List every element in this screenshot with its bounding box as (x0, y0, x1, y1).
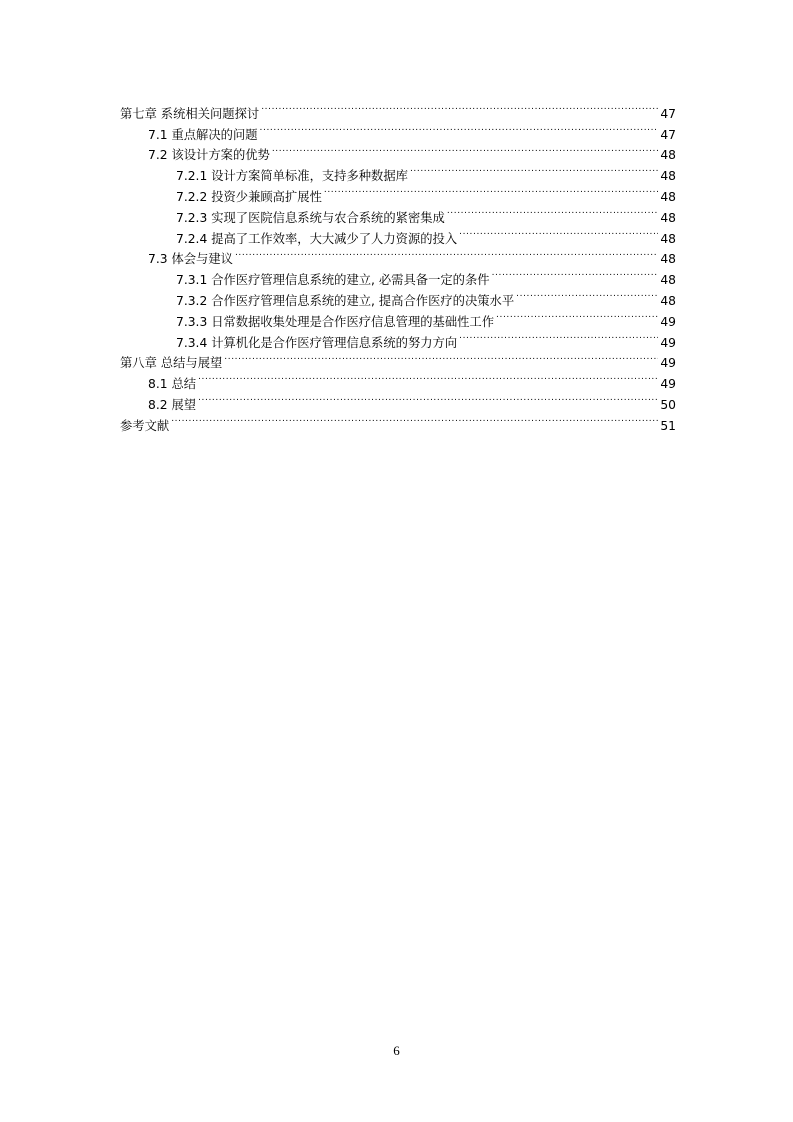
toc-entry-title: 参考文献 (120, 418, 170, 433)
toc-entry-title: 7.3 体会与建议 (148, 252, 233, 267)
toc-entry-title: 7.3.3 日常数据收集处理是合作医疗信息管理的基础性工作 (176, 314, 495, 329)
toc-dot-leader (235, 243, 658, 264)
toc-entry-title: 7.3.2 合作医疗管理信息系统的建立, 提高合作医疗的决策水平 (176, 293, 515, 308)
toc-entry-page: 47 (660, 127, 676, 142)
toc-dot-leader (198, 388, 658, 409)
toc-dot-leader (447, 201, 659, 222)
toc-entry-page: 48 (660, 148, 676, 163)
toc-entry-title: 7.2.4 提高了工作效率，大大减少了人力资源的投入 (176, 231, 458, 246)
toc-entry-page: 50 (660, 397, 676, 412)
toc-entry-title: 8.1 总结 (148, 377, 197, 392)
toc-entry-title: 第八章 总结与展望 (120, 356, 223, 371)
toc-dot-leader (261, 97, 658, 118)
toc-entry-page: 48 (660, 273, 676, 288)
toc-dot-leader (496, 305, 658, 326)
toc-entry-title: 7.2.3 实现了医院信息系统与农合系统的紧密集成 (176, 210, 445, 225)
toc-entry-8-2[interactable] (120, 388, 676, 412)
toc-entry-page: 48 (660, 169, 676, 184)
toc-entry-page: 48 (660, 231, 676, 246)
toc-entry-page: 49 (660, 356, 676, 371)
toc-entry-page: 48 (660, 293, 676, 308)
toc-entry-page: 48 (660, 189, 676, 204)
toc-entry-title: 7.2.1 设计方案简单标准，支持多种数据库 (176, 169, 408, 184)
toc-entry-title: 7.2.2 投资少兼顾高扩展性 (176, 189, 322, 204)
toc-entry-page: 48 (660, 210, 676, 225)
page-number: 6 (393, 1043, 400, 1058)
toc-entry-title: 7.1 重点解决的问题 (148, 127, 258, 142)
toc-entry-page: 47 (660, 106, 676, 121)
toc-entry-8-1[interactable] (120, 367, 676, 392)
toc-entry-title: 8.2 展望 (148, 397, 197, 412)
toc-dot-leader (324, 180, 658, 201)
toc-entry-page: 49 (660, 335, 676, 350)
toc-entry-title: 第七章 系统相关问题探讨 (120, 106, 260, 121)
toc-dot-leader (198, 367, 658, 388)
toc-entry-title: 7.2 该设计方案的优势 (148, 148, 270, 163)
toc-entry-page: 49 (660, 377, 676, 392)
table-of-contents (120, 97, 676, 433)
toc-entry-page: 49 (660, 314, 676, 329)
toc-dot-leader (516, 284, 658, 305)
toc-entry-page: 48 (660, 252, 676, 267)
toc-dot-leader (272, 139, 659, 160)
toc-entry-references[interactable] (120, 409, 676, 433)
toc-entry-title: 7.3.4 计算机化是合作医疗管理信息系统的努力方向 (176, 335, 458, 350)
toc-dot-leader (171, 409, 658, 430)
toc-entry-page: 51 (660, 418, 676, 433)
toc-entry-chapter-7[interactable] (120, 97, 676, 121)
toc-dot-leader (260, 118, 659, 139)
toc-dot-leader (410, 159, 658, 180)
toc-dot-leader (492, 263, 659, 284)
toc-dot-leader (459, 326, 658, 347)
toc-dot-leader (224, 347, 658, 368)
toc-entry-title: 7.3.1 合作医疗管理信息系统的建立, 必需具备一定的条件 (176, 273, 490, 288)
toc-dot-leader (459, 222, 658, 243)
